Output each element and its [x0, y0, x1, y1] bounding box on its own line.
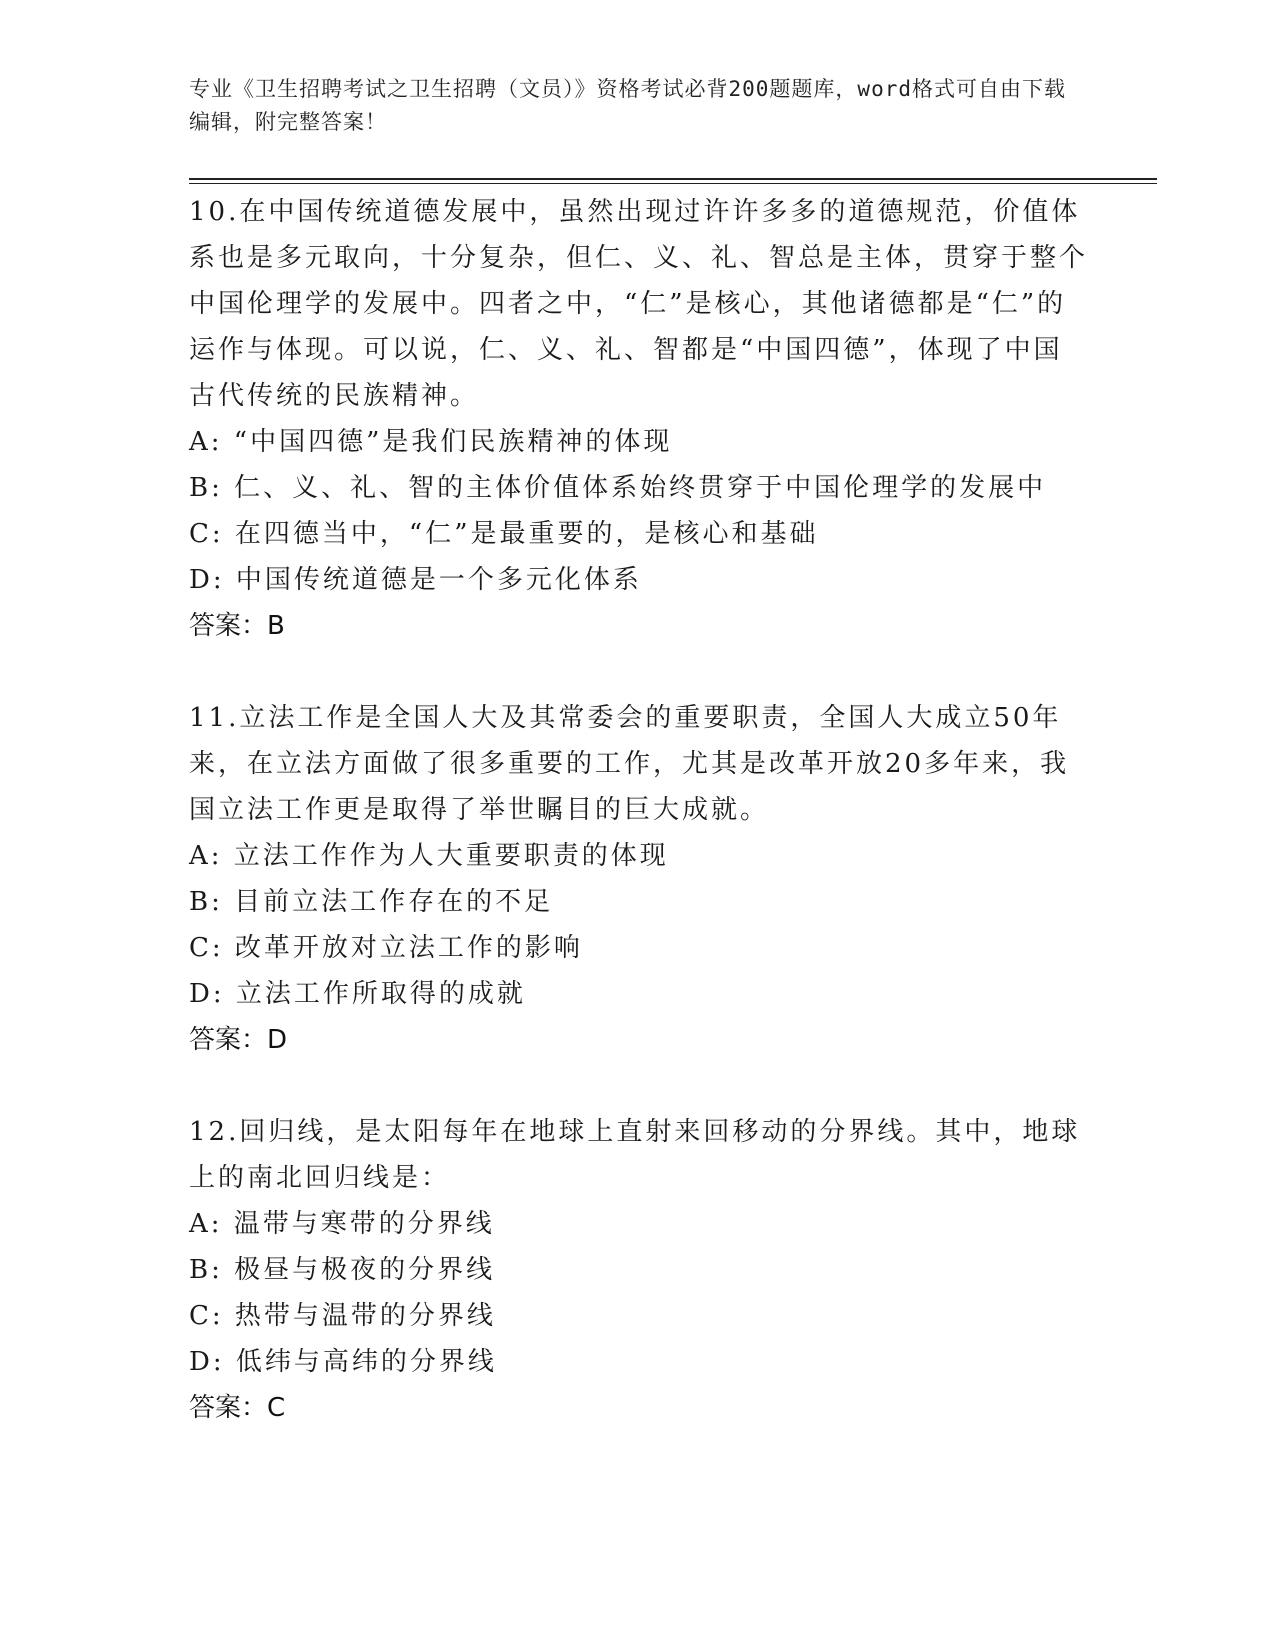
header-divider-thick: [189, 178, 1157, 180]
option-b: B: 极昼与极夜的分界线: [189, 1255, 496, 1285]
question-list: [189, 189, 1089, 1431]
question-spacer: [189, 1063, 1089, 1109]
header-divider-thin: [189, 183, 1157, 184]
question-12: [189, 1109, 1089, 1431]
option-a: A: “中国四德”是我们民族精神的体现: [189, 427, 673, 457]
option-a: A: 立法工作作为人大重要职责的体现: [189, 841, 669, 871]
option-c: C: 在四德当中，“仁”是最重要的，是核心和基础: [189, 519, 819, 549]
option-d: D: 低纬与高纬的分界线: [189, 1347, 497, 1377]
question-10: [189, 189, 1089, 649]
option-d: D: 立法工作所取得的成就: [189, 979, 526, 1009]
question-stem: 11.立法工作是全国人大及其常委会的重要职责，全国人大成立50年来，在立法方面做了很多重要的工作，尤其是改革开放20多年来，我国立法工作更是取得了举世瞩目的巨大成就。: [189, 703, 1070, 825]
answer-label: 答案：B: [189, 611, 285, 641]
document-header: 专业《卫生招聘考试之卫生招聘（文员）》资格考试必背200题题库，word格式可自由下载编辑，附完整答案！: [189, 77, 1066, 134]
option-b: B: 仁、义、礼、智的主体价值体系始终贯穿于中国伦理学的发展中: [189, 473, 1047, 503]
option-d: D: 中国传统道德是一个多元化体系: [189, 565, 642, 595]
question-11: [189, 695, 1089, 1063]
option-c: C: 改革开放对立法工作的影响: [189, 933, 583, 963]
answer-label: 答案：D: [189, 1025, 288, 1055]
question-stem: 10.在中国传统道德发展中，虽然出现过许许多多的道德规范，价值体系也是多元取向，十分复杂，但仁、义、礼、智总是主体，贯穿于整个中国伦理学的发展中。四者之中，“仁”是核心，其他诸德都是“仁”的运作与体现。可以说，仁、义、礼、智都是“中国四德”，体现了中国古代传统的民族精神。: [189, 197, 1089, 411]
option-b: B: 目前立法工作存在的不足: [189, 887, 554, 917]
question-stem: 12.回归线，是太阳每年在地球上直射来回移动的分界线。其中，地球上的南北回归线是：: [189, 1117, 1081, 1193]
question-spacer: [189, 649, 1089, 695]
option-c: C: 热带与温带的分界线: [189, 1301, 496, 1331]
option-a: A: 温带与寒带的分界线: [189, 1209, 495, 1239]
answer-label: 答案：C: [189, 1393, 286, 1423]
